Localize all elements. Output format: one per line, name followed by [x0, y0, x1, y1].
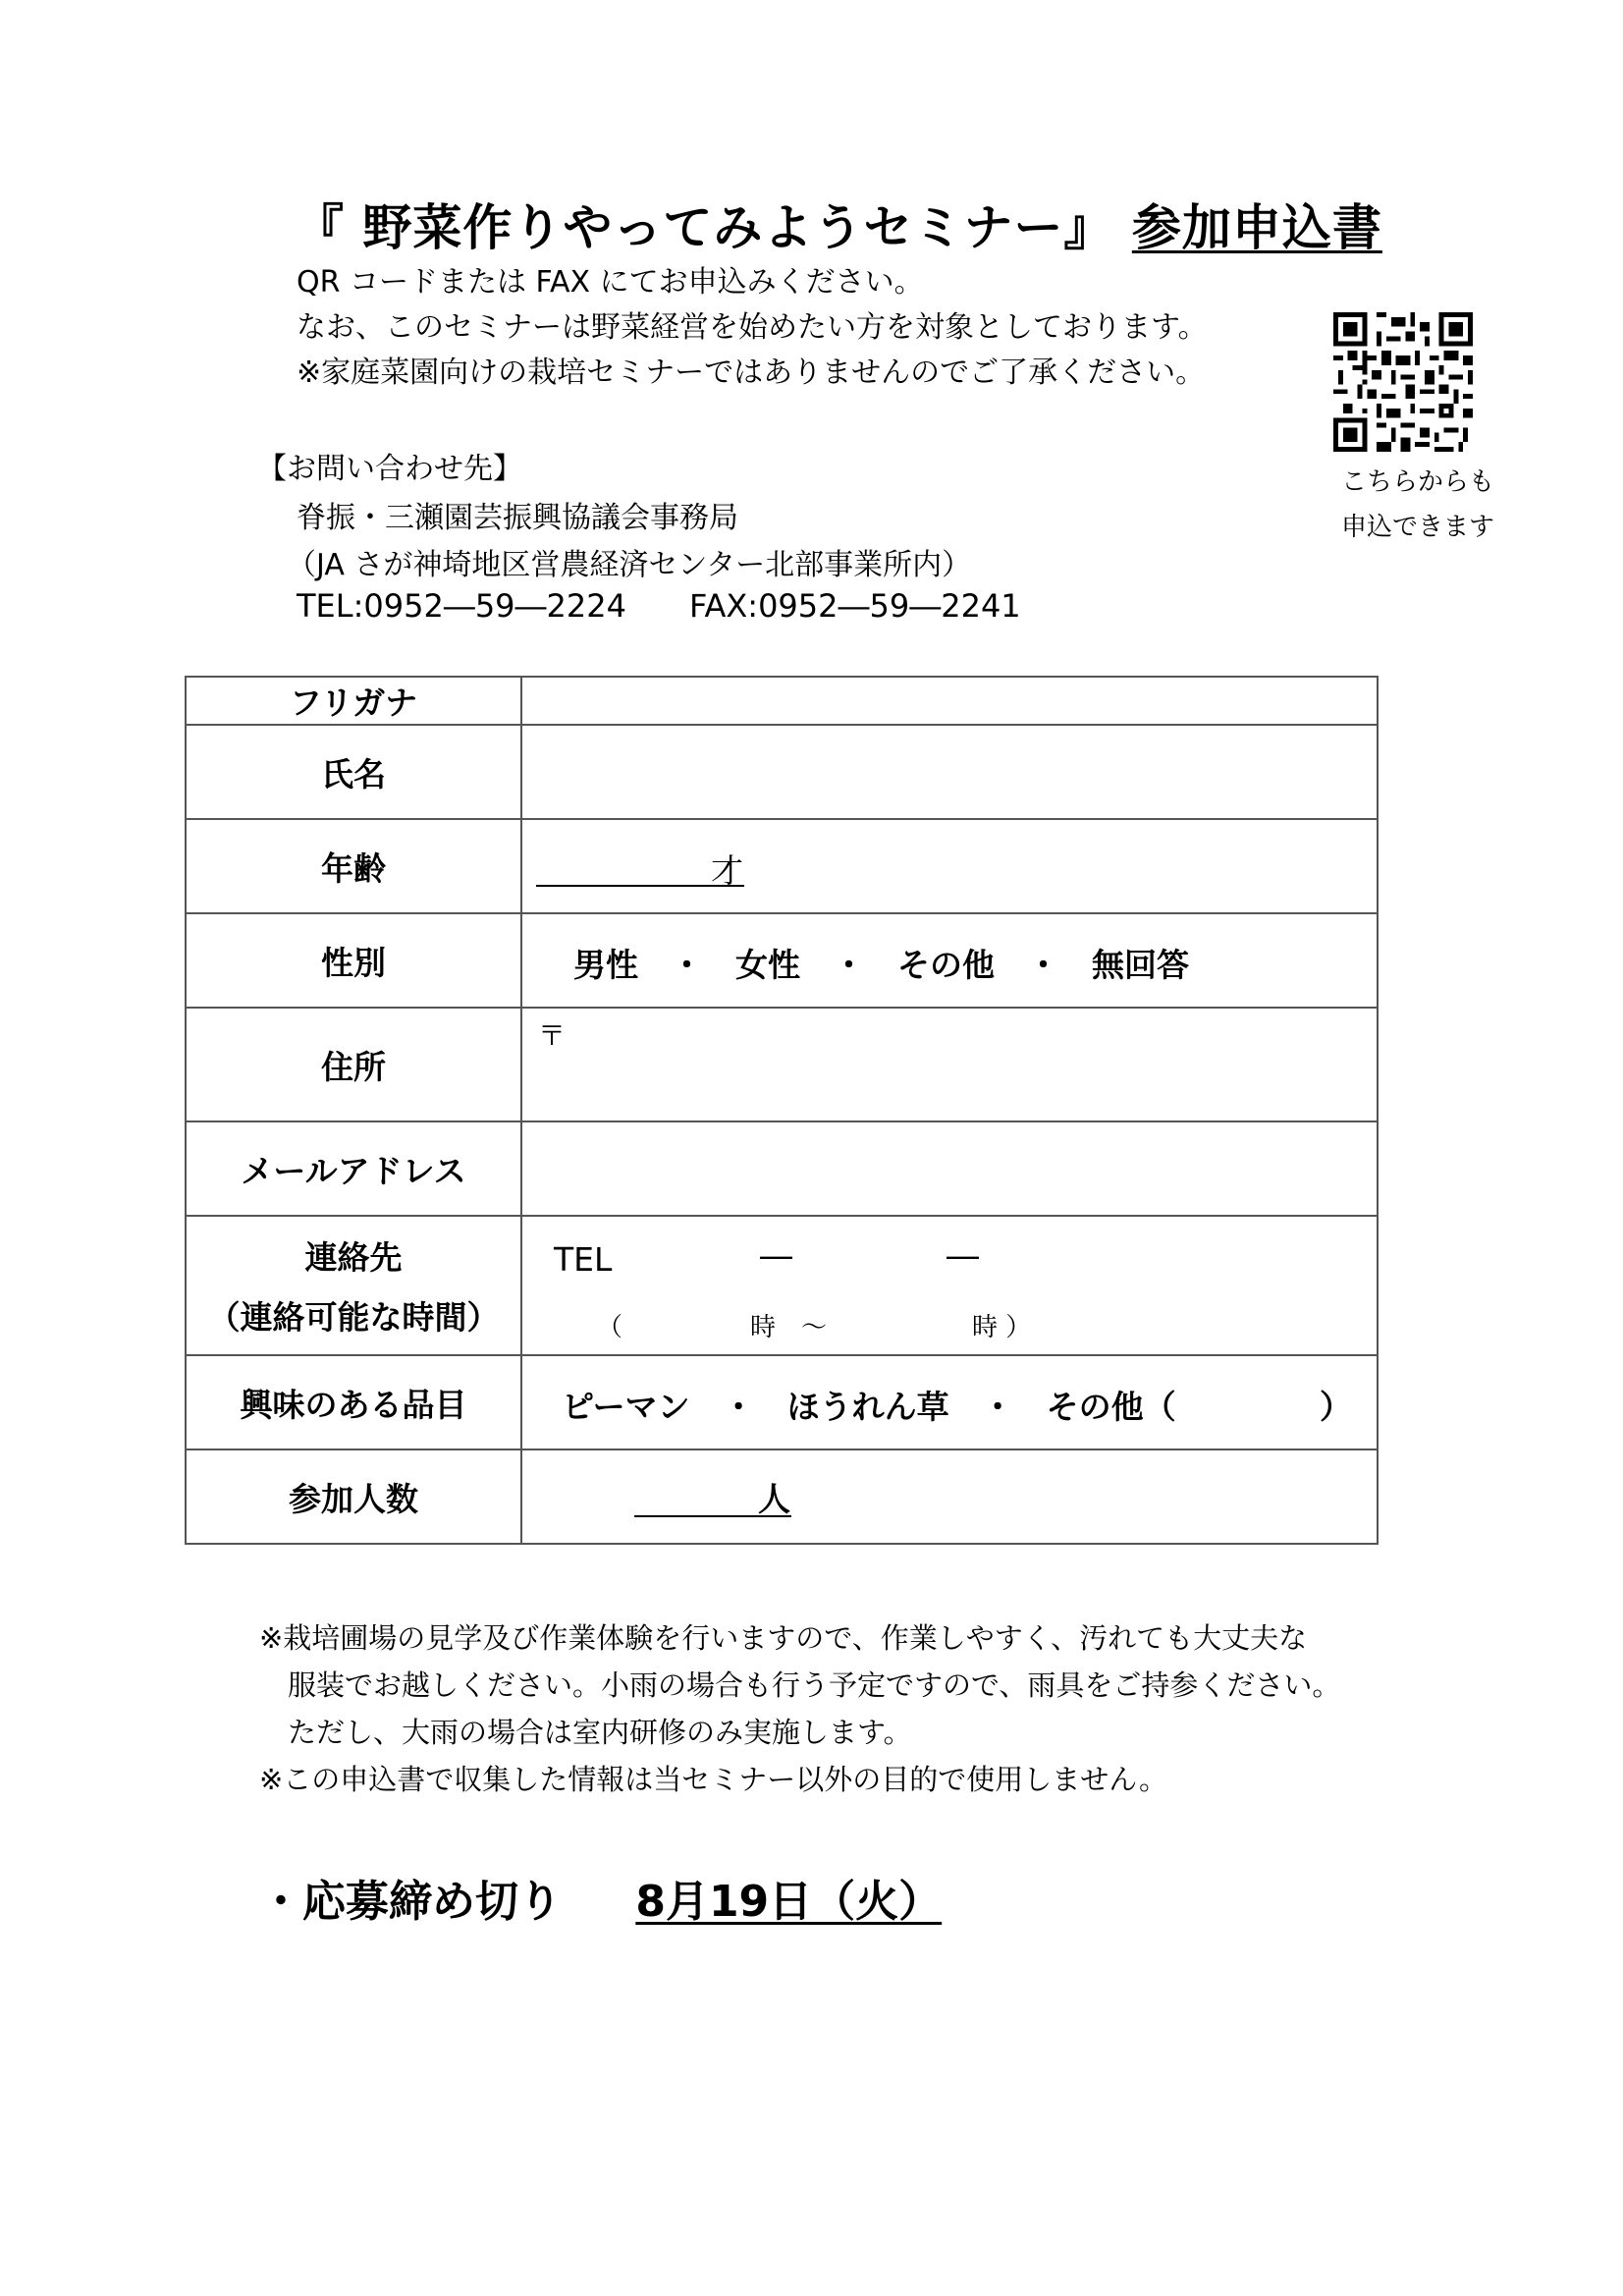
time-to: 時 ） — [972, 1313, 1032, 1342]
contact-fax: FAX:0952―59―2241 — [689, 587, 1021, 625]
note-line-4: ※この申込書で収集した情報は当セミナー以外の目的で使用しません。 — [259, 1763, 1168, 1796]
contact-label-line-2: （連絡可能な時間） — [207, 1298, 500, 1337]
contact-office: （JA さが神埼地区営農経済センター北部事業所内） — [287, 548, 972, 582]
interest-label: 興味のある品目 — [186, 1355, 521, 1449]
application-form-table — [185, 676, 1379, 1545]
gender-label: 性別 — [186, 913, 521, 1008]
name-label: 氏名 — [186, 725, 521, 819]
deadline — [259, 1866, 942, 1929]
name-field[interactable] — [521, 725, 1378, 819]
row-age — [186, 819, 1378, 913]
row-email — [186, 1121, 1378, 1216]
page-title — [295, 189, 1382, 259]
row-name — [186, 725, 1378, 819]
participants-field[interactable] — [521, 1449, 1378, 1544]
address-field[interactable] — [521, 1008, 1378, 1121]
contact-heading: 【お問い合わせ先】 — [257, 452, 522, 486]
tel-dash-2: ― — [947, 1236, 979, 1275]
tel-dash-1: ― — [760, 1236, 792, 1275]
row-furigana — [186, 677, 1378, 725]
row-participants — [186, 1449, 1378, 1544]
title-suffix: 参加申込書 — [1131, 199, 1382, 256]
intro-line-3: ※家庭菜園向けの栽培セミナーではありませんのでご了承ください。 — [297, 355, 1206, 390]
tel-prefix: TEL — [554, 1240, 613, 1279]
furigana-label: フリガナ — [186, 677, 521, 725]
interest-field[interactable] — [521, 1355, 1378, 1449]
gender-field[interactable] — [521, 913, 1378, 1008]
gender-options[interactable]: 男性 ・ 女性 ・ その他 ・ 無回答 — [573, 946, 1189, 984]
furigana-field[interactable] — [521, 677, 1378, 725]
interest-options[interactable]: ピーマン ・ ほうれん草 ・ その他（ — [562, 1388, 1176, 1426]
qr-caption-1: こちらからも — [1341, 467, 1495, 497]
age-field[interactable] — [521, 819, 1378, 913]
note-line-2: 服装でお越しください。小雨の場合も行う予定ですので、雨具をご持参ください。 — [259, 1668, 1341, 1702]
intro-line-2: なお、このセミナーは野菜経営を始めたい方を対象としております。 — [297, 310, 1208, 345]
address-label: 住所 — [186, 1008, 521, 1121]
email-label: メールアドレス — [186, 1121, 521, 1216]
postal-mark: 〒 — [538, 1019, 567, 1052]
note-line-1: ※栽培圃場の見学及び作業体験を行いますので、作業しやすく、汚れても大丈夫な — [259, 1621, 1308, 1655]
participants-label: 参加人数 — [186, 1449, 521, 1544]
contact-label-line-1: 連絡先 — [304, 1238, 403, 1277]
contact-field[interactable] — [521, 1216, 1378, 1355]
interest-close: ） — [1320, 1388, 1352, 1426]
deadline-label: ・応募締め切り — [259, 1877, 562, 1927]
qr-caption-2: 申込できます — [1341, 513, 1495, 542]
row-gender — [186, 913, 1378, 1008]
intro-line-1: QR コードまたは FAX にてお申込みください。 — [297, 265, 924, 300]
row-address — [186, 1008, 1378, 1121]
participants-unit: 人 — [758, 1480, 790, 1518]
qr-code-icon[interactable] — [1333, 312, 1473, 452]
age-label: 年齢 — [186, 819, 521, 913]
row-contact — [186, 1216, 1378, 1355]
contact-label — [186, 1216, 521, 1355]
email-field[interactable] — [521, 1121, 1378, 1216]
contact-tel: TEL:0952―59―2224 — [297, 587, 626, 625]
time-from: 時 ～ — [750, 1313, 828, 1342]
time-open: （ — [597, 1313, 623, 1342]
note-line-3: ただし、大雨の場合は室内研修のみ実施します。 — [259, 1716, 912, 1749]
age-unit: 才 — [711, 851, 743, 890]
deadline-date: 8月19日（火） — [635, 1877, 943, 1927]
title-main: 『 野菜作りやってみようセミナー』 — [295, 199, 1114, 256]
row-interest — [186, 1355, 1378, 1449]
contact-org: 脊振・三瀬園芸振興協議会事務局 — [297, 501, 738, 535]
